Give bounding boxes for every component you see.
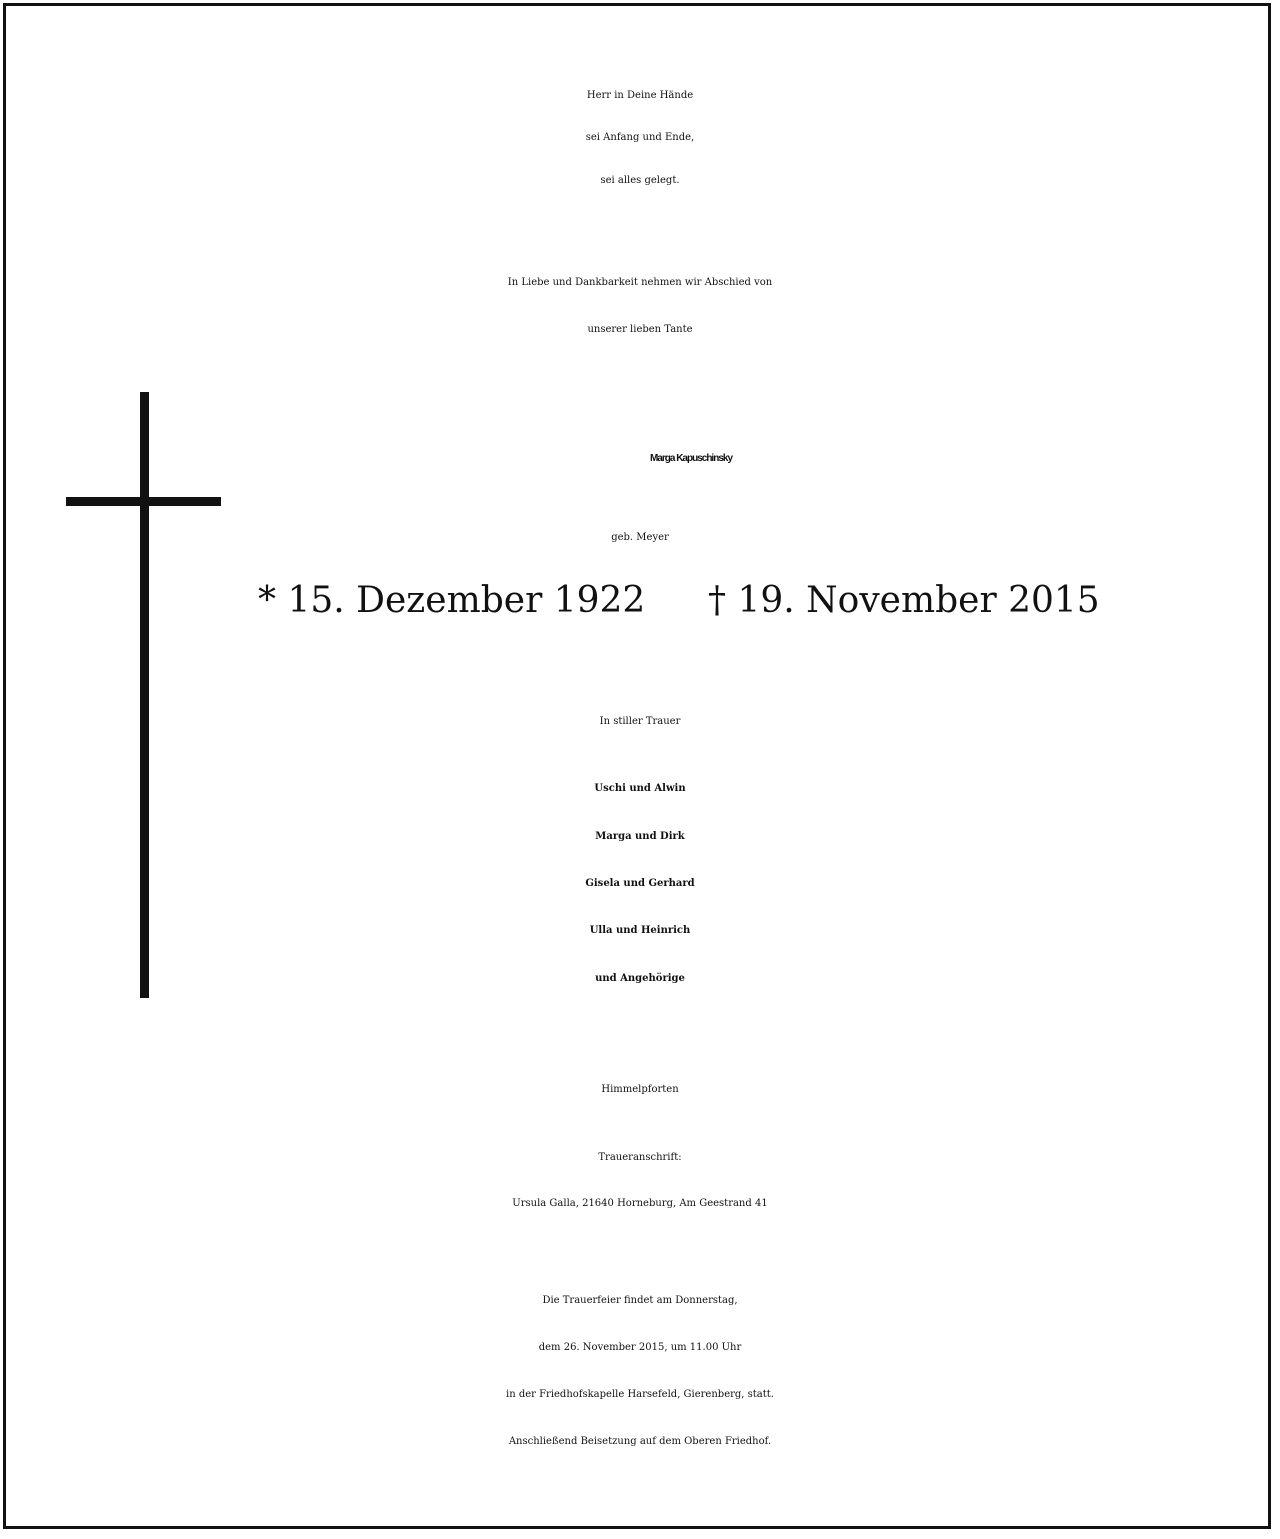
service-line-2: dem 26. November 2015, um 11.00 Uhr — [538, 1342, 742, 1353]
verse-line-1: Herr in Deine Hände — [586, 90, 694, 101]
mourner-line: Ulla und Heinrich — [589, 925, 691, 936]
mourner-line: Gisela und Gerhard — [585, 878, 695, 889]
intro-line-1: In Liebe und Dankbarkeit nehmen wir Abschied von — [507, 277, 773, 288]
verse-line-3: sei alles gelegt. — [600, 175, 680, 186]
service-line-4: Anschließend Beisetzung auf dem Oberen Friedhof. — [508, 1436, 772, 1447]
service-line-3: in der Friedhofskapelle Harsefeld, Gierenberg, statt. — [506, 1389, 774, 1400]
intro-line-2: unserer lieben Tante — [587, 324, 693, 335]
mourning-heading: In stiller Trauer — [599, 716, 681, 727]
maiden-name: geb. Meyer — [611, 532, 669, 543]
deceased-name: Marga Kapuschinsky — [649, 453, 733, 464]
death-date: † 19. November 2015 — [708, 580, 1100, 621]
mourner-line: Marga und Dirk — [595, 831, 685, 842]
service-line-1: Die Trauerfeier findet am Donnerstag, — [542, 1295, 738, 1306]
place: Himmelpforten — [601, 1084, 679, 1095]
verse-line-2: sei Anfang und Ende, — [585, 132, 695, 143]
mourner-line: Uschi und Alwin — [594, 783, 686, 794]
birth-date: * 15. Dezember 1922 — [258, 580, 646, 621]
cross-icon-bar — [66, 497, 221, 506]
address-label: Traueranschrift: — [598, 1152, 682, 1163]
mourner-line: und Angehörige — [595, 973, 685, 984]
address: Ursula Galla, 21640 Horneburg, Am Geestrand 41 — [512, 1198, 768, 1209]
